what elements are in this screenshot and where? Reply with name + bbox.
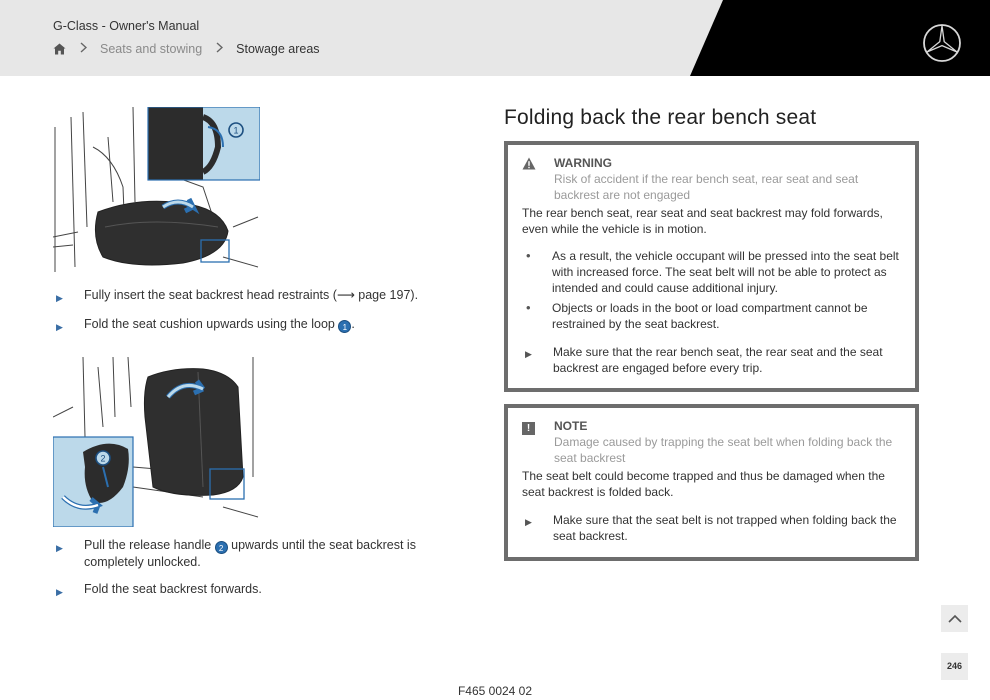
- step-text: Fully insert the seat backrest head restraints (⟶ page 197).: [84, 288, 419, 302]
- triangle-bullet-icon: ▶: [56, 587, 63, 597]
- note-icon-wrap: [522, 418, 554, 466]
- bullet-text: As a result, the vehicle occupant will be pressed into the seat belt with increased force. The seat belt will not be able to protect as intended and could cause additional injury.: [552, 249, 899, 295]
- figure-badge-1: 1: [233, 125, 239, 136]
- list-item: [522, 300, 901, 332]
- note-label: NOTE: [554, 419, 588, 433]
- callout-badge-1: 1: [338, 320, 351, 333]
- list-item: [56, 316, 469, 336]
- bullet-text: Objects or loads in the boot or load compartment cannot be restrained by the seat backrest.: [552, 301, 868, 331]
- app-title: G-Class - Owner's Manual: [53, 19, 200, 33]
- triangle-bullet-icon: ▶: [56, 322, 63, 332]
- list-item: [522, 248, 901, 296]
- step-text-part: Fold the seat cushion upwards using the loop: [84, 317, 339, 331]
- page-number: 246: [941, 653, 968, 680]
- warning-subtitle: Risk of accident if the rear bench seat, rear seat and seat backrest are not engaged: [554, 172, 859, 202]
- scroll-to-top-button[interactable]: [941, 605, 968, 632]
- seat-cushion-illustration: [53, 107, 260, 277]
- triangle-bullet-icon: ▶: [56, 543, 63, 553]
- bullet-dot-icon: •: [526, 248, 531, 263]
- page-header: [0, 0, 990, 76]
- note-action: [522, 512, 901, 544]
- section-title: Folding back the rear bench seat: [504, 106, 817, 129]
- note-body: The seat belt could become trapped and thus be damaged when the seat backrest is folded back.: [522, 469, 885, 499]
- action-text: Make sure that the seat belt is not trapped when folding back the seat backrest.: [553, 513, 897, 543]
- note-header: [522, 418, 901, 466]
- chevron-up-icon: [948, 614, 962, 623]
- mercedes-star-logo[interactable]: [922, 23, 962, 63]
- action-text: Make sure that the rear bench seat, the rear seat and the seat backrest are engaged before every trip.: [553, 345, 883, 375]
- list-item: [56, 537, 469, 571]
- seat-backrest-illustration: [53, 357, 260, 527]
- warning-bullets: [522, 248, 901, 332]
- warning-box: [504, 141, 919, 392]
- callout-badge-2: 2: [215, 541, 228, 554]
- bullet-dot-icon: •: [526, 300, 531, 315]
- warning-body: The rear bench seat, rear seat and seat backrest may fold forwards, even while the vehicle is in motion.: [522, 206, 883, 236]
- warning-header: [522, 155, 901, 203]
- list-item: [56, 581, 469, 601]
- warning-action: [522, 344, 901, 376]
- figure-badge-2: 2: [100, 453, 106, 464]
- note-box: [504, 404, 919, 561]
- warning-label: WARNING: [554, 156, 612, 170]
- step-text: [84, 537, 469, 571]
- step-text-part: .: [351, 317, 355, 331]
- breadcrumb: [53, 42, 320, 56]
- chevron-right-icon: [216, 42, 223, 56]
- step-text: [84, 316, 469, 336]
- note-exclamation-icon: !: [522, 422, 535, 435]
- note-subtitle: Damage caused by trapping the seat belt when folding back the seat backrest: [554, 435, 893, 465]
- triangle-bullet-icon: ▶: [525, 349, 532, 359]
- list-item: [56, 287, 469, 307]
- warning-triangle-icon: [522, 155, 554, 203]
- step-text-part: Pull the release handle: [84, 538, 215, 552]
- home-icon[interactable]: [53, 43, 66, 55]
- triangle-bullet-icon: ▶: [525, 517, 532, 527]
- breadcrumb-seats-and-stowing[interactable]: Seats and stowing: [100, 42, 203, 56]
- triangle-bullet-icon: ▶: [56, 293, 63, 303]
- chevron-right-icon: [80, 42, 87, 56]
- breadcrumb-stowage-areas: Stowage areas: [236, 42, 320, 56]
- step-text-part: upwards until the seat backrest is completely unlocked.: [84, 538, 416, 569]
- figure-code: F465 0024 02: [457, 684, 533, 698]
- step-text: Fold the seat backrest forwards.: [84, 582, 262, 596]
